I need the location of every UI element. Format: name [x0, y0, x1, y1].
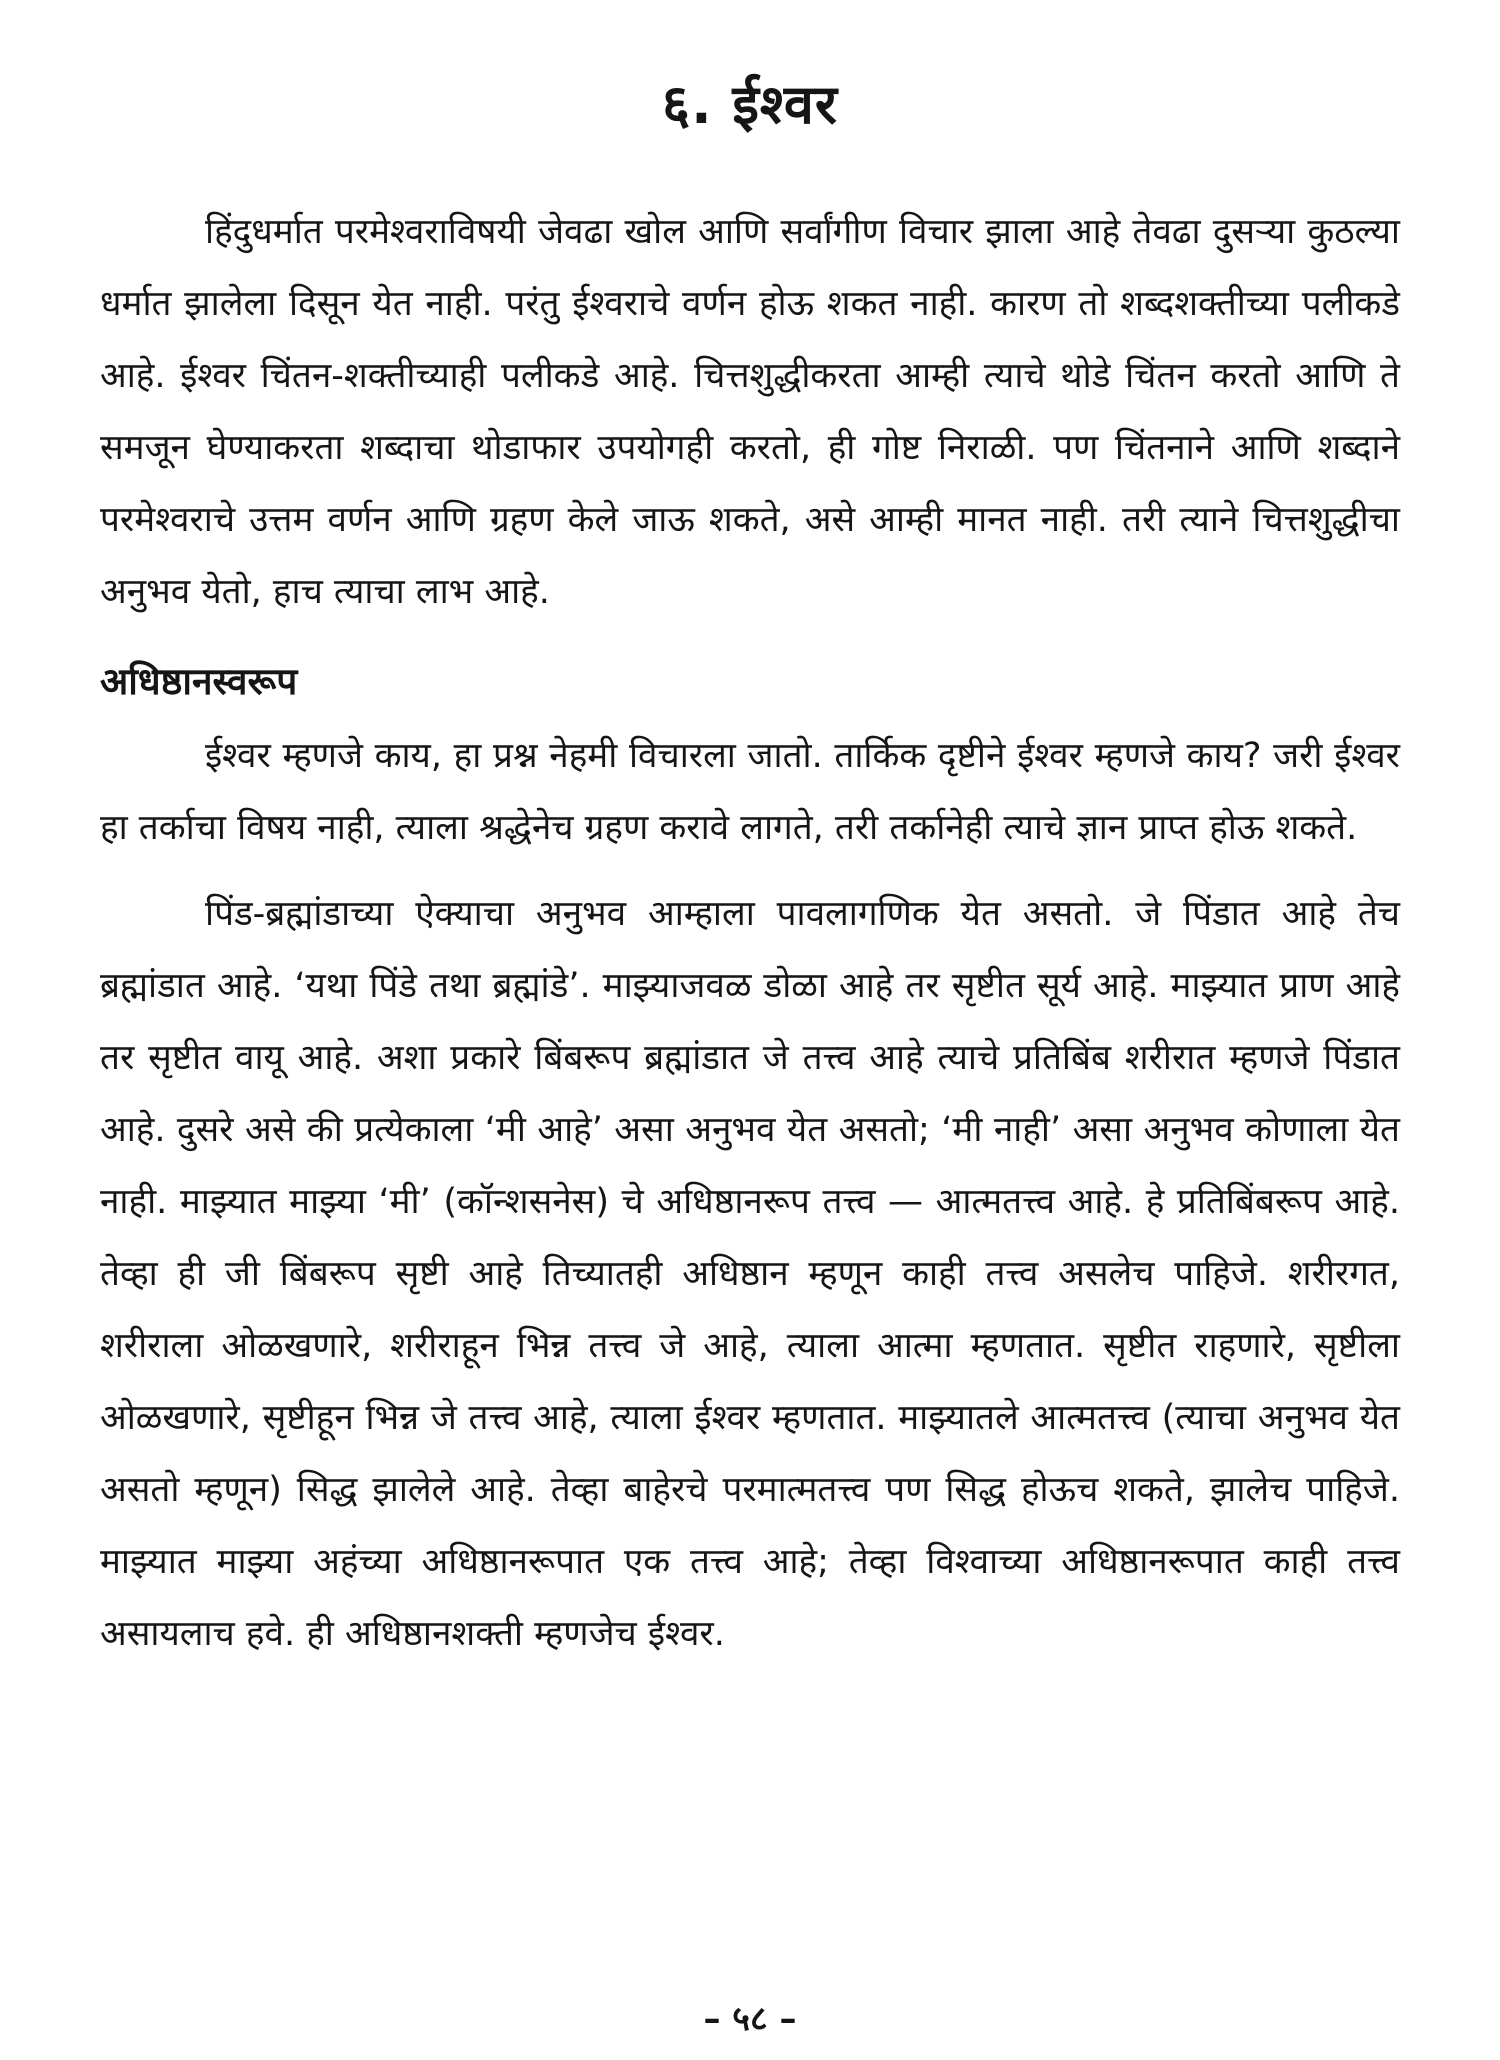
chapter-body	[100, 196, 1400, 1670]
section-paragraph-2: पिंड-ब्रह्मांडाच्या ऐक्याचा अनुभव आम्हाला पावलागणिक येत असतो. जे पिंडात आहे तेच ब्रह्मांडात आहे. ‘यथा पिंडे तथा ब्रह्मांडे’. माझ्याजवळ डोळा आहे तर सृष्टीत सूर्य आहे. माझ्यात प्राण आहे तर सृष्टीत वायू आहे. अशा प्रकारे बिंबरूप ब्रह्मांडात जे तत्त्व आहे त्याचे प्रतिबिंब शरीरात म्हणजे पिंडात आहे. दुसरे असे की प्रत्येकाला ‘मी आहे’ असा अनुभव येत असतो; ‘मी नाही’ असा अनुभव कोणाला येत नाही. माझ्यात माझ्या ‘मी’ (कॉन्शसनेस) चे अधिष्ठानरूप तत्त्व — आत्मतत्त्व आहे. हे प्रतिबिंबरूप आहे. तेव्हा ही जी बिंबरूप सृष्टी आहे तिच्यातही अधिष्ठान म्हणून काही तत्त्व असलेच पाहिजे. शरीरगत, शरीराला ओळखणारे, शरीराहून भिन्न तत्त्व जे आहे, त्याला आत्मा म्हणतात. सृष्टीत राहणारे, सृष्टीला ओळखणारे, सृष्टीहून भिन्न जे तत्त्व आहे, त्याला ईश्वर म्हणतात. माझ्यातले आत्मतत्त्व (त्याचा अनुभव येत असतो म्हणून) सिद्ध झालेले आहे. तेव्हा बाहेरचे परमात्मतत्त्व पण सिद्ध होऊच शकते, झालेच पाहिजे. माझ्यात माझ्या अहंच्या अधिष्ठानरूपात एक तत्त्व आहे; तेव्हा विश्वाच्या अधिष्ठानरूपात काही तत्त्व असायलाच हवे. ही अधिष्ठानशक्ती म्हणजेच ईश्वर.	[100, 894, 1400, 1654]
chapter-title: ६. ईश्वर	[662, 73, 838, 136]
section-paragraph-1: ईश्वर म्हणजे काय, हा प्रश्न नेहमी विचारला जातो. तार्किक दृष्टीने ईश्वर म्हणजे काय? जरी ईश्वर हा तर्काचा विषय नाही, त्याला श्रद्धेनेच ग्रहण करावे लागते, तरी तर्कानेही त्याचे ज्ञान प्राप्त होऊ शकते.	[100, 736, 1400, 848]
section-heading: अधिष्ठानस्वरूप	[100, 660, 298, 703]
intro-paragraph: हिंदुधर्मात परमेश्वराविषयी जेवढा खोल आणि सर्वांगीण विचार झाला आहे तेवढा दुसऱ्या कुठल्या धर्मात झालेला दिसून येत नाही. परंतु ईश्वराचे वर्णन होऊ शकत नाही. कारण तो शब्दशक्तीच्या पलीकडे आहे. ईश्वर चिंतन-शक्तीच्याही पलीकडे आहे. चित्तशुद्धीकरता आम्ही त्याचे थोडे चिंतन करतो आणि ते समजून घेण्याकरता शब्दाचा थोडाफार उपयोगही करतो, ही गोष्ट निराळी. पण चिंतनाने आणि शब्दाने परमेश्वराचे उत्तम वर्णन आणि ग्रहण केले जाऊ शकते, असे आम्ही मानत नाही. तरी त्याने चित्तशुद्धीचा अनुभव येतो, हाच त्याचा लाभ आहे.	[100, 212, 1400, 612]
page-number: – ५८ –	[703, 1999, 797, 2039]
book-page	[0, 60, 1500, 2060]
